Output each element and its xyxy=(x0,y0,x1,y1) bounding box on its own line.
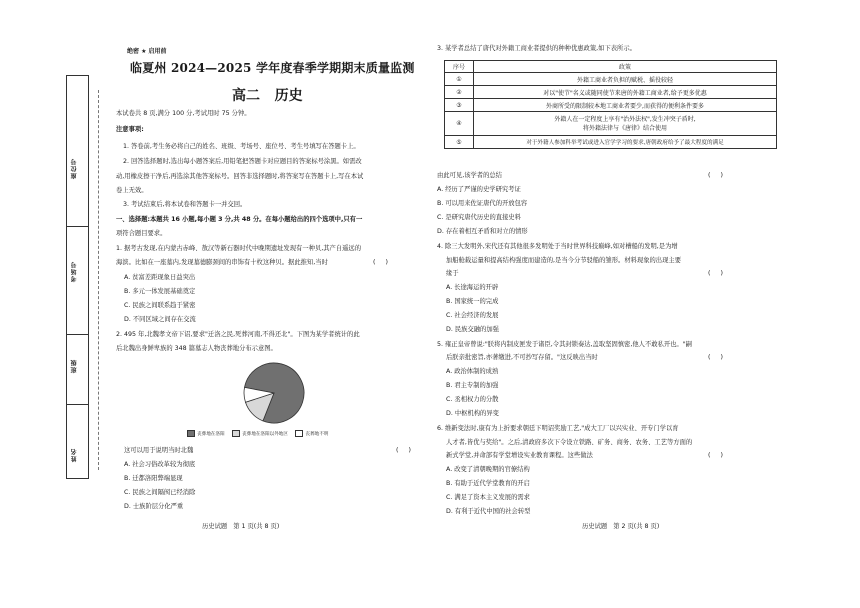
policy-table xyxy=(444,60,777,149)
exam-subtitle: 高二 历史 xyxy=(232,88,303,104)
q4-answer-paren: ( ) xyxy=(708,270,723,277)
q2-option-c: C. 民族之间隔阂已经消除 xyxy=(124,489,196,496)
row-number: ④ xyxy=(445,112,474,136)
q5-stem-1: 5. 雍正皇帝曾说:"朕将内制皮匣发于诸臣,令其封锁奏达,盖取坚固慎密,他人不敢私开也。"嗣 xyxy=(437,341,692,348)
q1-option-a: A. 贫富差距现象日益突出 xyxy=(124,274,196,281)
row-number: ③ xyxy=(445,99,474,112)
q3-stem-1: 3. 某学者总结了唐代对外籍工商业者提供的种种优惠政策,如下表所示。 xyxy=(437,45,636,52)
table-header-row xyxy=(445,61,777,73)
note-2b: 动,用橡皮擦干净后,再选涂其他答案标号。回答非选择题时,将答案写在答题卡上,写在本试 xyxy=(116,173,364,180)
table-row xyxy=(445,99,777,112)
q6-option-d: D. 有利于近代中国的社会转型 xyxy=(446,508,531,515)
legend-item-unknown: 丧葬地不明 xyxy=(295,432,328,437)
q6-option-b: B. 有助于近代学堂教育的开启 xyxy=(446,480,530,487)
section-heading-cont: 项符合题目要求。 xyxy=(116,230,167,237)
table-header-policy: 政策 xyxy=(474,61,777,73)
q3-question: 由此可见,该学者的总结 xyxy=(437,172,502,179)
q3-option-a: A. 经历了严谨的史学研究考证 xyxy=(437,186,521,193)
q1-option-c: C. 民族之间联系趋于紧密 xyxy=(124,302,196,309)
q2-option-d: D. 士族阶层分化严重 xyxy=(124,503,184,510)
q1-option-d: D. 不同区域之间存在交流 xyxy=(124,316,196,323)
q6-stem-3: 新式学堂,并命部有学堂增设实业教育课程。这些做法 xyxy=(446,452,593,459)
table-header-no: 序号 xyxy=(445,61,474,73)
legend-item-outside: 丧葬地在洛阳以外地区 xyxy=(232,432,288,437)
q6-stem-1: 6. 维新变法时,康有为上折要求朝廷下明诏奖励工艺,"成大工厂以兴实业、开专门学以育 xyxy=(437,425,679,432)
q2-stem-2: 后北魏出身鲜卑族的 348 篇墓志人物丧葬地分布示意图。 xyxy=(116,345,277,352)
secret-mark: 绝密 ★ 启用前 xyxy=(127,48,167,55)
class-label: 班级 xyxy=(71,359,78,373)
q6-answer-paren: ( ) xyxy=(708,452,723,459)
q2-answer-paren: ( ) xyxy=(396,447,411,454)
row-policy: 外商所受的限制较本地工商业者要少,而获得的便利条件要多 xyxy=(474,99,777,112)
q5-stem-2: 后朕亲批密旨,亦著缴进,不可抄写存留。"这反映出当时 xyxy=(446,354,598,361)
q5-option-d: D. 中枢机构的异变 xyxy=(446,410,499,417)
q1-stem-1: 1. 据考古发现,在内蒙古赤峰、敖汉等新石器时代中晚期遗址发现有一种贝,其产自遥远的 xyxy=(116,245,361,252)
table-row xyxy=(445,136,777,149)
q2-question: 这可以用于说明当时北魏 xyxy=(124,447,194,454)
q1-option-b: B. 多元一体发展基础奠定 xyxy=(124,288,196,295)
q5-option-a: A. 政治体制的成熟 xyxy=(446,368,499,375)
q2-option-a: A. 社会习俗改革较为彻底 xyxy=(124,461,196,468)
row-policy: 外籍工商业者负担的赋税、摇役较轻 xyxy=(474,73,777,86)
row-number: ① xyxy=(445,73,474,86)
q1-stem-2: 海滨。比如在一座墓内,发现墓德膨颈间的串饰有十枚这种贝。据此推知,当时 xyxy=(116,259,328,266)
q1-answer-paren: ( ) xyxy=(373,259,388,266)
q4-stem-2: 加船舱载运量和提高结构强度而建造的,是当今分节驳船的雏形。材料现象的出现主要 xyxy=(446,257,681,264)
legend-swatch xyxy=(232,430,240,437)
row-number: ⑤ xyxy=(445,136,474,149)
table-row xyxy=(445,73,777,86)
binding-strip xyxy=(66,75,89,479)
pie-slices xyxy=(244,363,304,423)
q6-stem-2: 人才者,皆优与奖给"。之后,清政府多次下令设立铁路、矿务、商务、农务、工艺等方面的 xyxy=(446,439,693,446)
pie-legend xyxy=(187,430,328,437)
q2-option-b: B. 迁都洛阳弊端显现 xyxy=(124,475,183,482)
legend-swatch xyxy=(295,430,303,437)
exam-title: 临夏州 2024—2025 学年度春季学期期末质量监测 xyxy=(130,61,415,75)
note-3: 3. 考试结束后,将本试卷和答题卡一并交回。 xyxy=(123,201,247,208)
q5-option-c: C. 丞相权力的分散 xyxy=(446,396,499,403)
q3-answer-paren: ( ) xyxy=(708,172,723,179)
note-1: 1. 答卷前,考生务必将自己的姓名、班级、考场号、座位号、考生号填写在答题卡上。 xyxy=(123,143,360,150)
q5-answer-paren: ( ) xyxy=(708,354,723,361)
footer-left: 历史试题 第 1 页(共 8 页) xyxy=(202,523,280,530)
q6-option-a: A. 改变了清朝晚期的官僚结构 xyxy=(446,466,530,473)
q3-option-b: B. 可以用来佐证唐代的开放包容 xyxy=(437,200,528,207)
table-row xyxy=(445,112,777,136)
q6-option-c: C. 满足了资本主义发展的需求 xyxy=(446,494,530,501)
row-policy: 对以"使节"名义或随同使节来唐的外籍工商业者,给予更多优惠 xyxy=(474,86,777,99)
exam-room-label: 考场号 xyxy=(71,261,78,282)
seat-number-label: 座位号 xyxy=(71,158,78,179)
notes-title: 注意事项: xyxy=(116,126,144,133)
row-policy-line-2: 将外籍法律与《唐律》结合使用 xyxy=(582,124,667,132)
name-label: 姓名 xyxy=(71,448,78,462)
intro-line: 本试卷共 8 页,满分 100 分,考试用时 75 分钟。 xyxy=(116,110,251,117)
q4-option-b: B. 国家统一的完成 xyxy=(446,298,499,305)
row-number: ② xyxy=(445,86,474,99)
row-policy-line-1: 外籍人在一定程度上享有"治外法权",发生冲突子盾时, xyxy=(554,115,696,123)
row-policy xyxy=(474,112,777,136)
q3-option-c: C. 是研究唐代历史的直接史料 xyxy=(437,214,521,221)
table-row xyxy=(445,86,777,99)
q4-option-a: A. 长途海运的开辟 xyxy=(446,284,499,291)
q4-stem-3: 缘于 xyxy=(446,270,459,277)
legend-swatch xyxy=(187,430,195,437)
pie-chart xyxy=(238,360,310,426)
legend-item-luoyang: 丧葬地在洛阳 xyxy=(187,432,225,437)
row-policy: 对于外籍人参加科举考试或进入官学学习的要求,唐朝政府给予了最大程度的满足 xyxy=(474,136,777,149)
section-heading: 一、选择题:本题共 16 小题,每小题 3 分,共 48 分。在每小题给出的四个选项中,只有一 xyxy=(116,216,363,223)
footer-right: 历史试题 第 2 页(共 8 页) xyxy=(582,523,660,530)
q2-stem-1: 2. 495 年,北魏孝文帝下诏,要求"迁洛之民,死葬河南,不得还北"。下图为某学者统计的此 xyxy=(116,331,360,338)
q3-option-d: D. 存在着相互矛盾和对立的情形 xyxy=(437,228,528,235)
q4-option-c: C. 社会经济的发展 xyxy=(446,312,499,319)
q5-option-b: B. 君主专制的加强 xyxy=(446,382,499,389)
q4-option-d: D. 民族交融的加强 xyxy=(446,326,499,333)
note-2c: 卷上无效。 xyxy=(116,187,148,194)
seal-line xyxy=(98,90,99,470)
note-2a: 2. 回答选择题时,选出每小题答案后,用铅笔把答题卡对应题目的答案标号涂黑。如需改 xyxy=(123,158,362,165)
q4-stem-1: 4. 除三大发明外,宋代还有其他很多发明处于当时世界科技巅峰,如对槽船的发明,是为增 xyxy=(437,243,678,250)
